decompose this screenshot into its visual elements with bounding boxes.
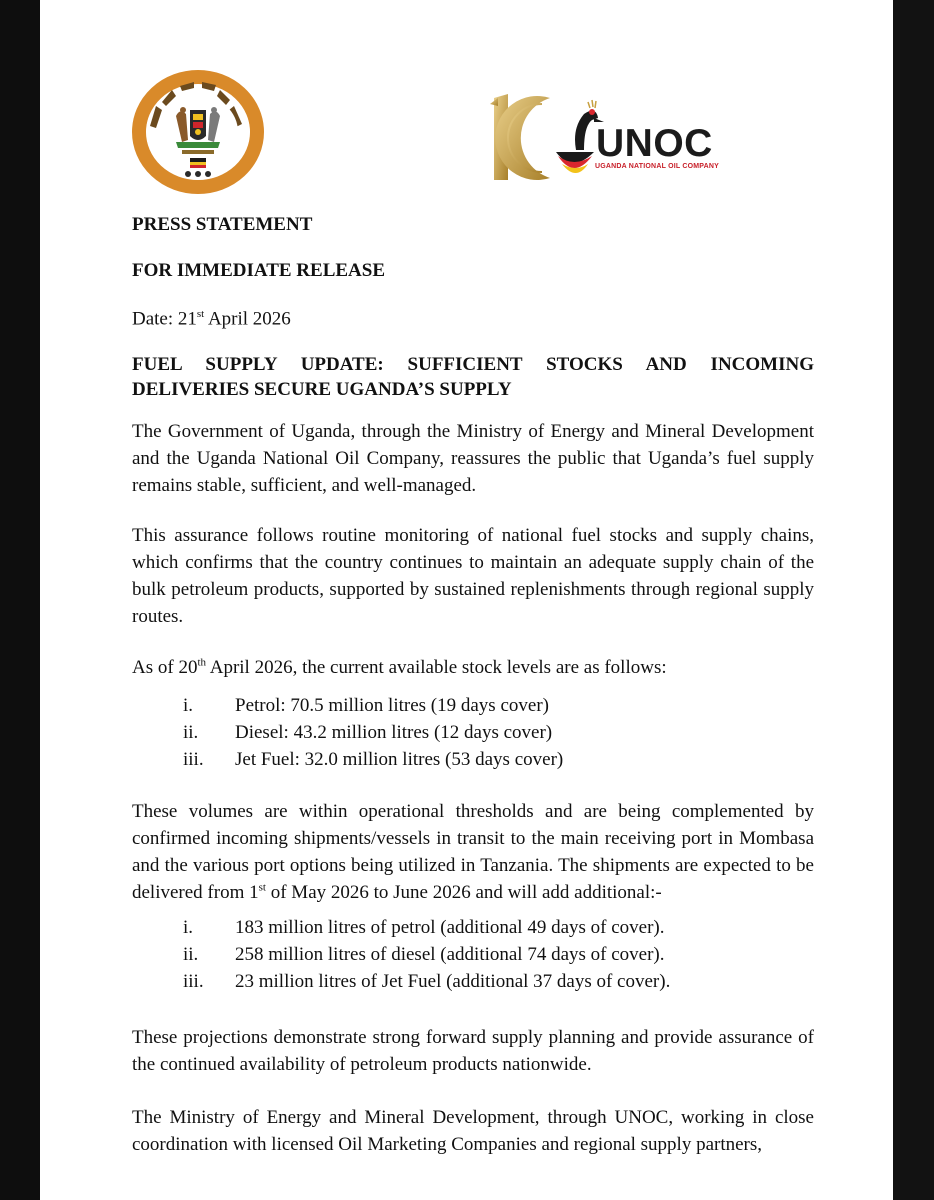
stock-levels-list — [132, 692, 814, 773]
stock-intro-ordinal: th — [197, 656, 207, 669]
list-item-number: iii. — [183, 971, 204, 992]
list-item-text: Petrol: 70.5 million litres (19 days cover) — [235, 695, 549, 716]
ministry-seal-text — [40, 0, 41, 1]
stock-intro-prefix: As of 20 — [132, 657, 198, 678]
list-item — [132, 941, 814, 968]
unoc-full-name: UGANDA NATIONAL OIL COMPANY — [595, 163, 720, 170]
list-item-text: 258 million litres of diesel (additional 74 days of cover). — [235, 944, 665, 965]
stock-intro-suffix: April 2026, the current available stock levels are as follows: — [206, 657, 667, 678]
date-prefix: Date: 21 — [132, 308, 197, 330]
shipments-text-end: of May 2026 to June 2026 and will add additional:- — [265, 882, 662, 903]
list-item-number: ii. — [183, 722, 199, 743]
list-item-text: 23 million litres of Jet Fuel (additional 37 days of cover). — [235, 971, 671, 992]
list-item-text: Diesel: 43.2 million litres (12 days cover) — [235, 722, 553, 743]
press-statement-label: PRESS STATEMENT — [132, 214, 313, 235]
list-item-text: 183 million litres of petrol (additional 49 days of cover). — [235, 917, 665, 938]
date-suffix-ordinal: st — [196, 308, 205, 320]
list-item-number: i. — [183, 917, 194, 938]
list-item-text: Jet Fuel: 32.0 million litres (53 days cover) — [235, 749, 564, 770]
paragraph-projections: These projections demonstrate strong forward supply planning and provide assurance of the continued availability of petroleum products nationwide. — [132, 1027, 814, 1075]
list-item — [132, 914, 814, 941]
ministry-seal-subtext: T — [40, 0, 41, 1]
date-month-year: April 2026 — [204, 308, 291, 330]
list-item — [132, 719, 814, 746]
dark-margin-right — [893, 0, 934, 1200]
paragraph-incoming-shipments — [132, 798, 814, 906]
list-item — [132, 746, 814, 773]
paragraph-stock-intro — [132, 654, 814, 681]
dark-margin-left — [0, 0, 40, 1200]
paragraph-coordination: The Ministry of Energy and Mineral Development, through UNOC, working in close coordination with licensed Oil Marketing Companies and regional supply partners, — [132, 1107, 814, 1155]
shipments-ordinal: st — [258, 881, 266, 894]
list-item-number: iii. — [183, 749, 204, 770]
unoc-wordmark: UNOC — [596, 122, 713, 165]
list-item — [132, 692, 814, 719]
statement-title: FUEL SUPPLY UPDATE: SUFFICIENT STOCKS AND INCOMING DELIVERIES SECURE UGANDA’S SUPPLY — [132, 354, 814, 400]
paragraph-monitoring: This assurance follows routine monitoring of national fuel stocks and supply chains, which confirms that the country continues to maintain an adequate supply chain of the bulk petroleum products, supported by sustained replenishments through regional supply routes. — [132, 525, 814, 627]
date-line — [132, 308, 291, 330]
list-item-number: ii. — [183, 944, 199, 965]
release-label: FOR IMMEDIATE RELEASE — [132, 260, 386, 281]
paragraph-reassurance: The Government of Uganda, through the Ministry of Energy and Mineral Development and the Uganda National Oil Company, reassures the public that Uganda’s fuel supply remains stable, sufficient, and well-managed. — [132, 421, 814, 496]
unoc-anniversary-number: 10 — [40, 0, 41, 1]
ministry-seal-logo — [132, 70, 264, 194]
shipments-text: These volumes are within operational thresholds and are being complemented by confirmed incoming shipments/vessels in transit to the main receiving port in Mombasa and the various port options being utilized in Tanzania. The shipments are expected to be delivered from 1 — [132, 801, 814, 903]
list-item-number: i. — [183, 695, 194, 716]
document-page — [40, 0, 893, 1200]
incoming-volumes-list — [132, 914, 814, 995]
list-item — [132, 968, 814, 995]
